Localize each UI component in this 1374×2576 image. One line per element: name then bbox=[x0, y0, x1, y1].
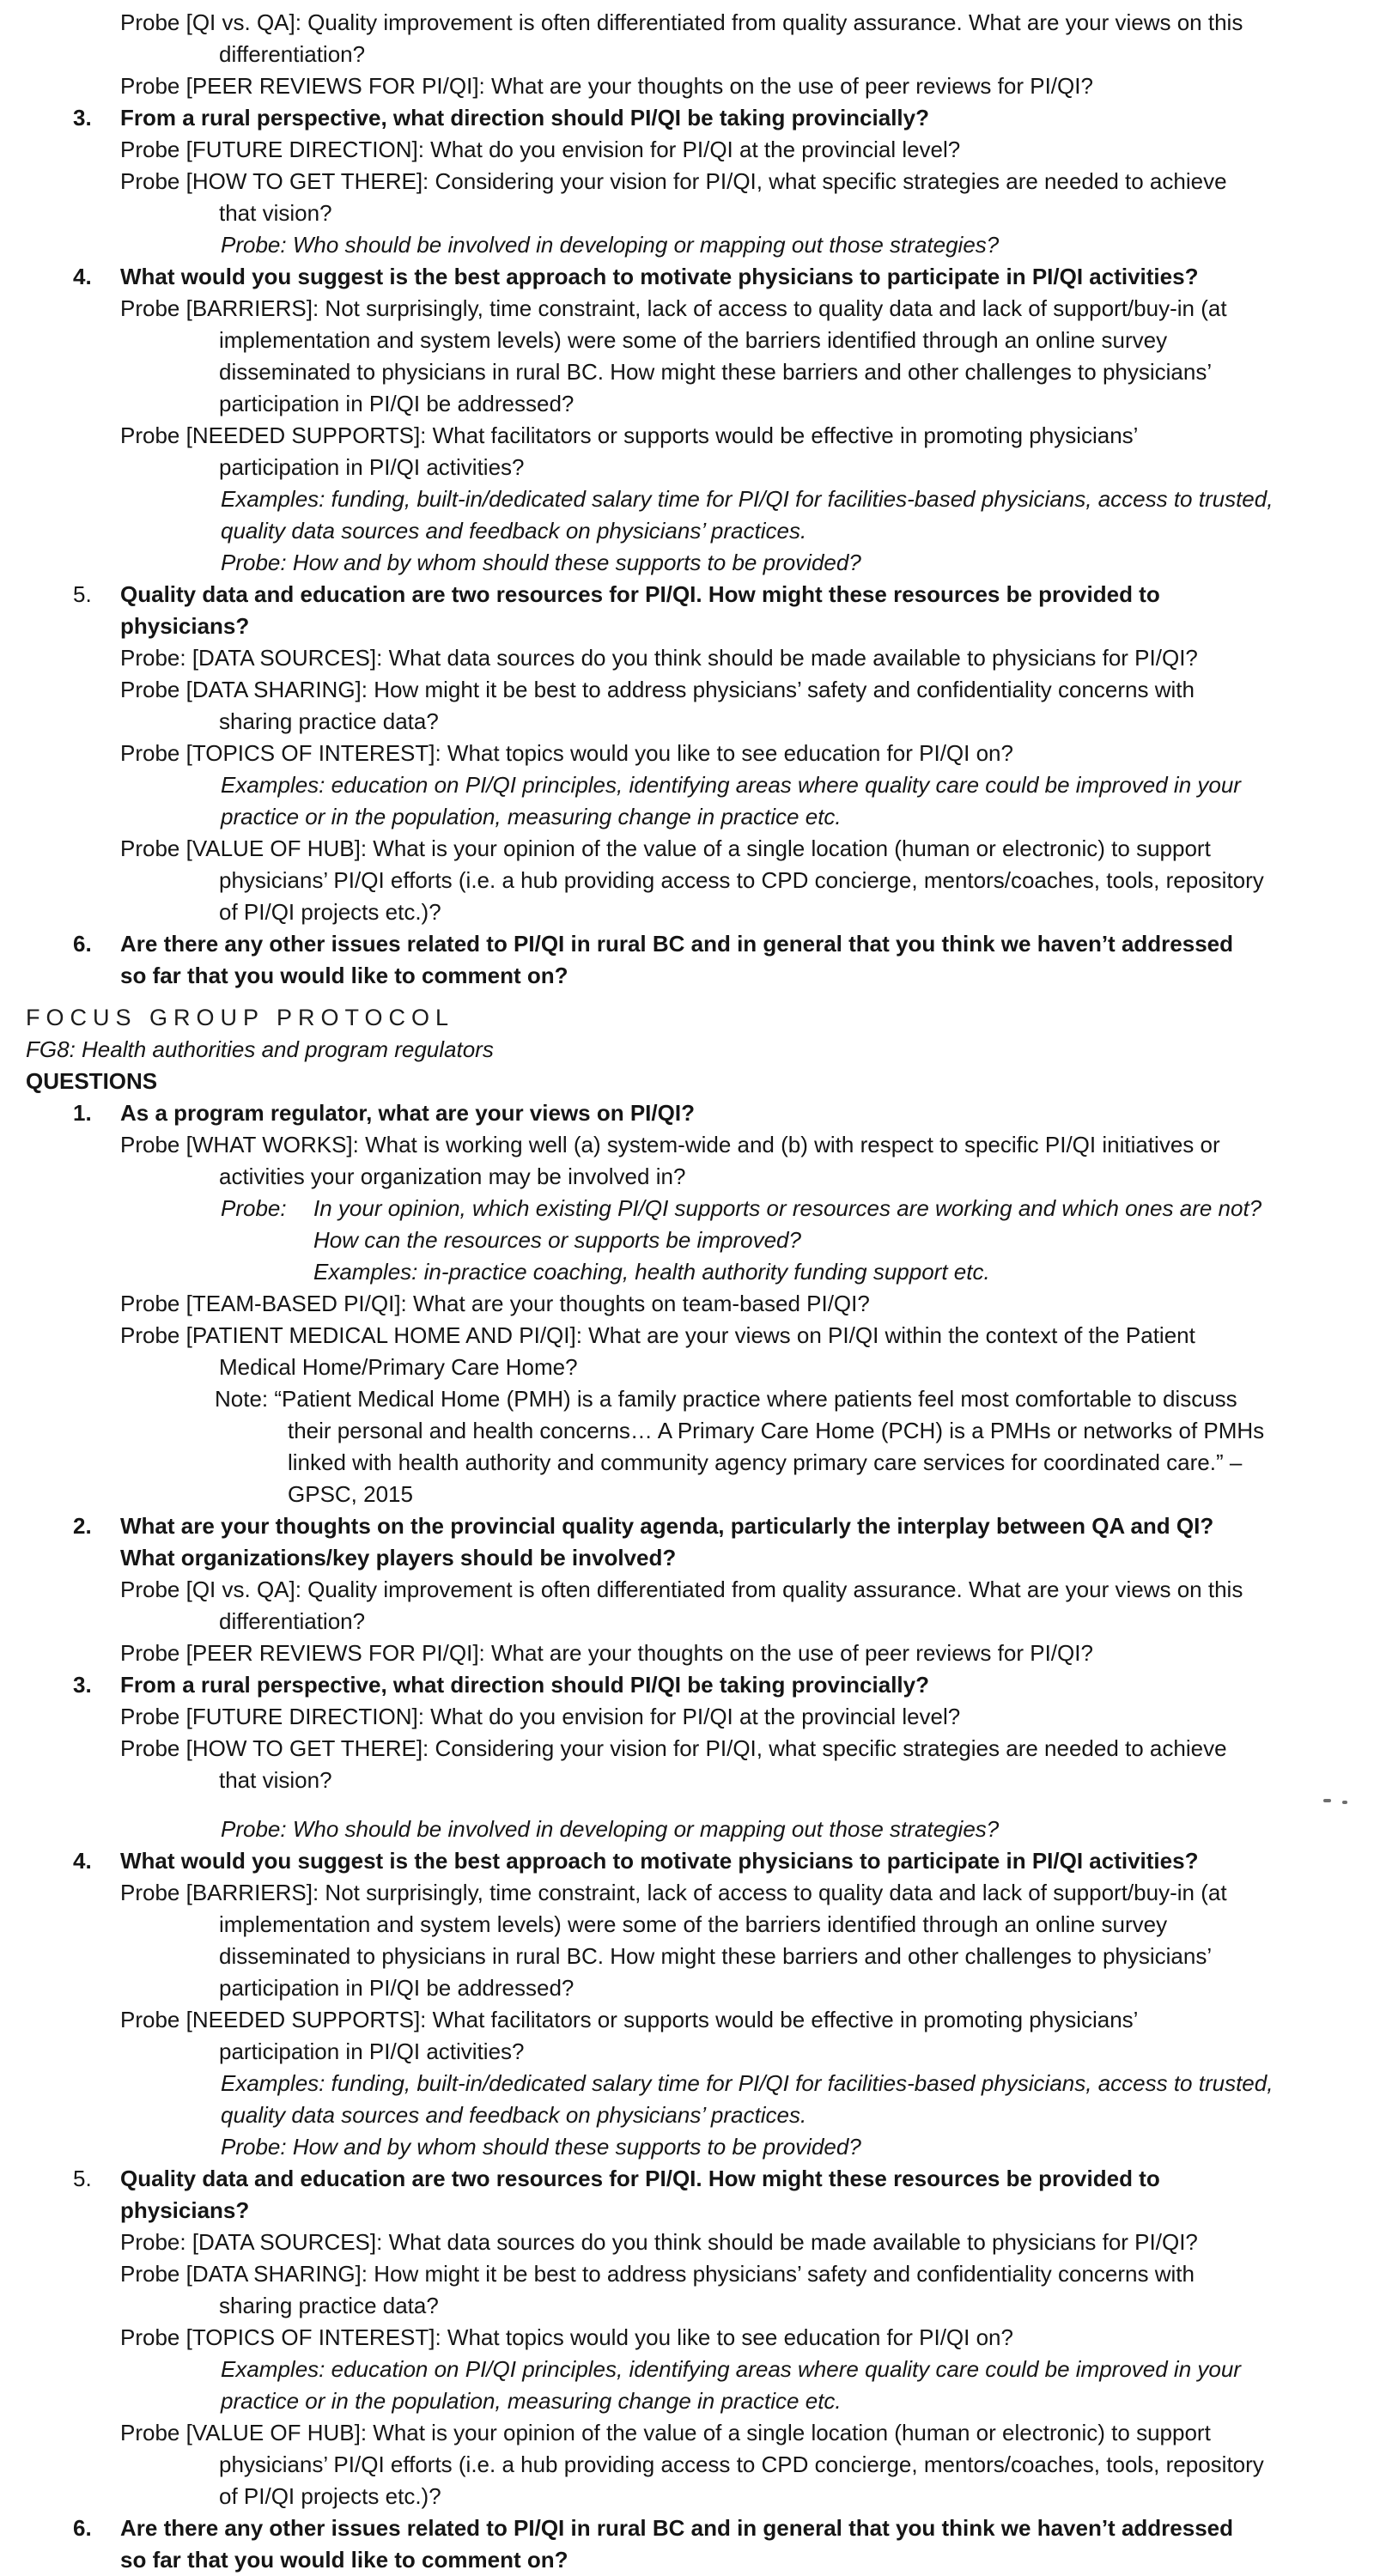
examples-line: Examples: funding, built-in/dedicated salary time for PI/QI for facilities-based physicians, access to trusted, bbox=[221, 486, 1274, 512]
probe-continuation: participation in PI/QI activities? bbox=[219, 454, 525, 480]
probe-line: Probe [VALUE OF HUB]: What is your opinion of the value of a single location (human or electronic) to support bbox=[120, 835, 1211, 861]
question-text: As a program regulator, what are your views on PI/QI? bbox=[120, 1100, 695, 1126]
probe-continuation: participation in PI/QI be addressed? bbox=[219, 391, 575, 416]
note-continuation: GPSC, 2015 bbox=[288, 1481, 413, 1507]
examples-line: Examples: in-practice coaching, health authority funding support etc. bbox=[313, 1259, 990, 1285]
examples-line: quality data sources and feedback on physicians’ practices. bbox=[221, 518, 807, 544]
probe-continuation: participation in PI/QI be addressed? bbox=[219, 1975, 575, 2001]
probe-line: Probe [PEER REVIEWS FOR PI/QI]: What are your thoughts on the use of peer reviews for PI/QI? bbox=[120, 73, 1093, 99]
examples-line: quality data sources and feedback on physicians’ practices. bbox=[221, 2102, 807, 2128]
question-continuation: physicians? bbox=[120, 613, 250, 639]
note-continuation: linked with health authority and community agency primary care services for coordinated care.” – bbox=[288, 1449, 1243, 1475]
probe-line: Probe [DATA SHARING]: How might it be best to address physicians’ safety and confidentiality concerns with bbox=[120, 677, 1195, 702]
probe-line: Probe [QI vs. QA]: Quality improvement is often differentiated from quality assurance. What are your views on this bbox=[120, 9, 1243, 35]
question-number: 4. bbox=[73, 264, 92, 289]
probe-line: Probe [TEAM-BASED PI/QI]: What are your thoughts on team-based PI/QI? bbox=[120, 1291, 870, 1316]
sub-probe-line: Probe: Who should be involved in developing or mapping out those strategies? bbox=[221, 232, 1000, 258]
probe-continuation: implementation and system levels) were some of the barriers identified through an online survey bbox=[219, 327, 1168, 353]
examples-line: Examples: education on PI/QI principles, identifying areas where quality care could be improved in your bbox=[221, 2356, 1241, 2382]
question-continuation: so far that you would like to comment on? bbox=[120, 963, 568, 988]
question-text: What are your thoughts on the provincial quality agenda, particularly the interplay between QA and QI? bbox=[120, 1513, 1214, 1539]
probe-continuation: activities your organization may be involved in? bbox=[219, 1163, 686, 1189]
question-item bbox=[0, 261, 1374, 293]
probe-line: Probe [TOPICS OF INTEREST]: What topics would you like to see education for PI/QI on? bbox=[120, 2324, 1013, 2350]
probe-continuation: of PI/QI projects etc.)? bbox=[219, 2483, 441, 2509]
probe-line: Probe [BARRIERS]: Not surprisingly, time constraint, lack of access to quality data and lack of support/buy-in (at bbox=[120, 1880, 1227, 1905]
probe-continuation: sharing practice data? bbox=[219, 708, 439, 734]
probe-continuation: of PI/QI projects etc.)? bbox=[219, 899, 441, 925]
question-number: 3. bbox=[73, 105, 92, 131]
question-item bbox=[0, 1845, 1374, 1877]
questions-heading: QUESTIONS bbox=[26, 1068, 158, 1094]
probe-line: Probe [BARRIERS]: Not surprisingly, time constraint, lack of access to quality data and lack of support/buy-in (at bbox=[120, 295, 1227, 321]
probe-continuation: Medical Home/Primary Care Home? bbox=[219, 1354, 578, 1380]
question-number: 2. bbox=[73, 1513, 92, 1539]
question-item bbox=[0, 1097, 1374, 1129]
probe-continuation: sharing practice data? bbox=[219, 2293, 439, 2318]
note-continuation: their personal and health concerns… A Primary Care Home (PCH) is a PMHs or networks of PMHs bbox=[288, 1418, 1265, 1443]
question-number: 5. bbox=[73, 581, 92, 607]
question-number: 3. bbox=[73, 1672, 92, 1698]
probe-line: Probe [FUTURE DIRECTION]: What do you envision for PI/QI at the provincial level? bbox=[120, 137, 961, 162]
probe-continuation: differentiation? bbox=[219, 1608, 366, 1634]
probe-line: Probe [QI vs. QA]: Quality improvement is often differentiated from quality assurance. What are your views on this bbox=[120, 1577, 1243, 1602]
question-item bbox=[0, 1669, 1374, 1701]
scan-artifact bbox=[1323, 1799, 1331, 1802]
question-number: 6. bbox=[73, 2515, 92, 2541]
question-continuation: physicians? bbox=[120, 2197, 250, 2223]
question-text: From a rural perspective, what direction should PI/QI be taking provincially? bbox=[120, 105, 929, 131]
question-text: Are there any other issues related to PI/QI in rural BC and in general that you think we haven’t addressed bbox=[120, 2515, 1234, 2541]
probe-line: Probe [PEER REVIEWS FOR PI/QI]: What are your thoughts on the use of peer reviews for PI/QI? bbox=[120, 1640, 1093, 1666]
probe-continuation: physicians’ PI/QI efforts (i.e. a hub providing access to CPD concierge, mentors/coaches, tools, repository bbox=[219, 2451, 1264, 2477]
sub-probe-line: Probe: Who should be involved in developing or mapping out those strategies? bbox=[221, 1816, 1000, 1842]
scan-artifact bbox=[1342, 1801, 1347, 1804]
question-item bbox=[0, 102, 1374, 134]
question-text: What would you suggest is the best approach to motivate physicians to participate in PI/QI activities? bbox=[120, 1848, 1199, 1874]
probe-continuation: that vision? bbox=[219, 200, 332, 226]
examples-line: practice or in the population, measuring change in practice etc. bbox=[221, 804, 842, 829]
sub-probe-line: Probe: How and by whom should these supports to be provided? bbox=[221, 2134, 861, 2160]
question-item bbox=[0, 579, 1374, 611]
probe-continuation: participation in PI/QI activities? bbox=[219, 2038, 525, 2064]
probe-line: Probe [VALUE OF HUB]: What is your opinion of the value of a single location (human or electronic) to support bbox=[120, 2420, 1211, 2445]
question-number: 4. bbox=[73, 1848, 92, 1874]
question-text: Are there any other issues related to PI/QI in rural BC and in general that you think we haven’t addressed bbox=[120, 931, 1234, 957]
sub-probe-line: Probe: How and by whom should these supports to be provided? bbox=[221, 550, 861, 575]
probe-line: Probe [HOW TO GET THERE]: Considering your vision for PI/QI, what specific strategies are needed to achieve bbox=[120, 1735, 1227, 1761]
probe-line: Probe [TOPICS OF INTEREST]: What topics would you like to see education for PI/QI on? bbox=[120, 740, 1013, 766]
probe-line: Probe [NEEDED SUPPORTS]: What facilitators or supports would be effective in promoting physicians’ bbox=[120, 2007, 1139, 2032]
question-text: Quality data and education are two resources for PI/QI. How might these resources be provided to bbox=[120, 581, 1160, 607]
question-item bbox=[0, 1510, 1374, 1542]
sub-probe-continuation: How can the resources or supports be improved? bbox=[313, 1227, 801, 1253]
question-number: 1. bbox=[73, 1100, 92, 1126]
probe-line: Probe [FUTURE DIRECTION]: What do you envision for PI/QI at the provincial level? bbox=[120, 1704, 961, 1729]
section-title: FOCUS GROUP PROTOCOL bbox=[26, 1005, 455, 1030]
probe-line: Probe: [DATA SOURCES]: What data sources do you think should be made available to physicians for PI/QI? bbox=[120, 2229, 1198, 2255]
sub-probe-line bbox=[0, 1193, 1374, 1224]
probe-continuation: disseminated to physicians in rural BC. How might these barriers and other challenges to physicians’ bbox=[219, 359, 1213, 385]
sub-probe-label: Probe: bbox=[221, 1195, 287, 1221]
probe-line: Probe [DATA SHARING]: How might it be best to address physicians’ safety and confidentiality concerns with bbox=[120, 2261, 1195, 2287]
examples-line: Examples: education on PI/QI principles, identifying areas where quality care could be improved in your bbox=[221, 772, 1241, 798]
question-item bbox=[0, 928, 1374, 960]
sub-probe-text: In your opinion, which existing PI/QI supports or resources are working and which ones are not? bbox=[313, 1195, 1262, 1221]
probe-continuation: differentiation? bbox=[219, 41, 366, 67]
question-number: 6. bbox=[73, 931, 92, 957]
probe-line: Probe [NEEDED SUPPORTS]: What facilitators or supports would be effective in promoting physicians’ bbox=[120, 422, 1139, 448]
probe-continuation: disseminated to physicians in rural BC. How might these barriers and other challenges to physicians’ bbox=[219, 1943, 1213, 1969]
probe-line: Probe [PATIENT MEDICAL HOME AND PI/QI]: What are your views on PI/QI within the context of the Patient bbox=[120, 1322, 1195, 1348]
probe-line: Probe: [DATA SOURCES]: What data sources do you think should be made available to physicians for PI/QI? bbox=[120, 645, 1198, 671]
question-text: Quality data and education are two resources for PI/QI. How might these resources be provided to bbox=[120, 2166, 1160, 2191]
probe-continuation: that vision? bbox=[219, 1767, 332, 1793]
probe-line: Probe [HOW TO GET THERE]: Considering your vision for PI/QI, what specific strategies are needed to achieve bbox=[120, 168, 1227, 194]
question-item bbox=[0, 2163, 1374, 2195]
page-break-gap bbox=[0, 1796, 1374, 1814]
question-text: What would you suggest is the best approach to motivate physicians to participate in PI/QI activities? bbox=[120, 264, 1199, 289]
probe-continuation: implementation and system levels) were some of the barriers identified through an online survey bbox=[219, 1911, 1168, 1937]
question-number: 5. bbox=[73, 2166, 92, 2191]
section-subtitle: FG8: Health authorities and program regulators bbox=[26, 1036, 494, 1062]
examples-line: Examples: funding, built-in/dedicated salary time for PI/QI for facilities-based physicians, access to trusted, bbox=[221, 2070, 1274, 2096]
question-item bbox=[0, 2512, 1374, 2544]
question-continuation: What organizations/key players should be involved? bbox=[120, 1545, 677, 1571]
note-line: Note: “Patient Medical Home (PMH) is a family practice where patients feel most comfortable to discuss bbox=[215, 1386, 1237, 1412]
probe-line: Probe [WHAT WORKS]: What is working well (a) system-wide and (b) with respect to specific PI/QI initiatives or bbox=[120, 1132, 1220, 1157]
question-continuation: so far that you would like to comment on? bbox=[120, 2547, 568, 2573]
examples-line: practice or in the population, measuring change in practice etc. bbox=[221, 2388, 842, 2414]
question-text: From a rural perspective, what direction should PI/QI be taking provincially? bbox=[120, 1672, 929, 1698]
probe-continuation: physicians’ PI/QI efforts (i.e. a hub providing access to CPD concierge, mentors/coaches, tools, repository bbox=[219, 867, 1264, 893]
